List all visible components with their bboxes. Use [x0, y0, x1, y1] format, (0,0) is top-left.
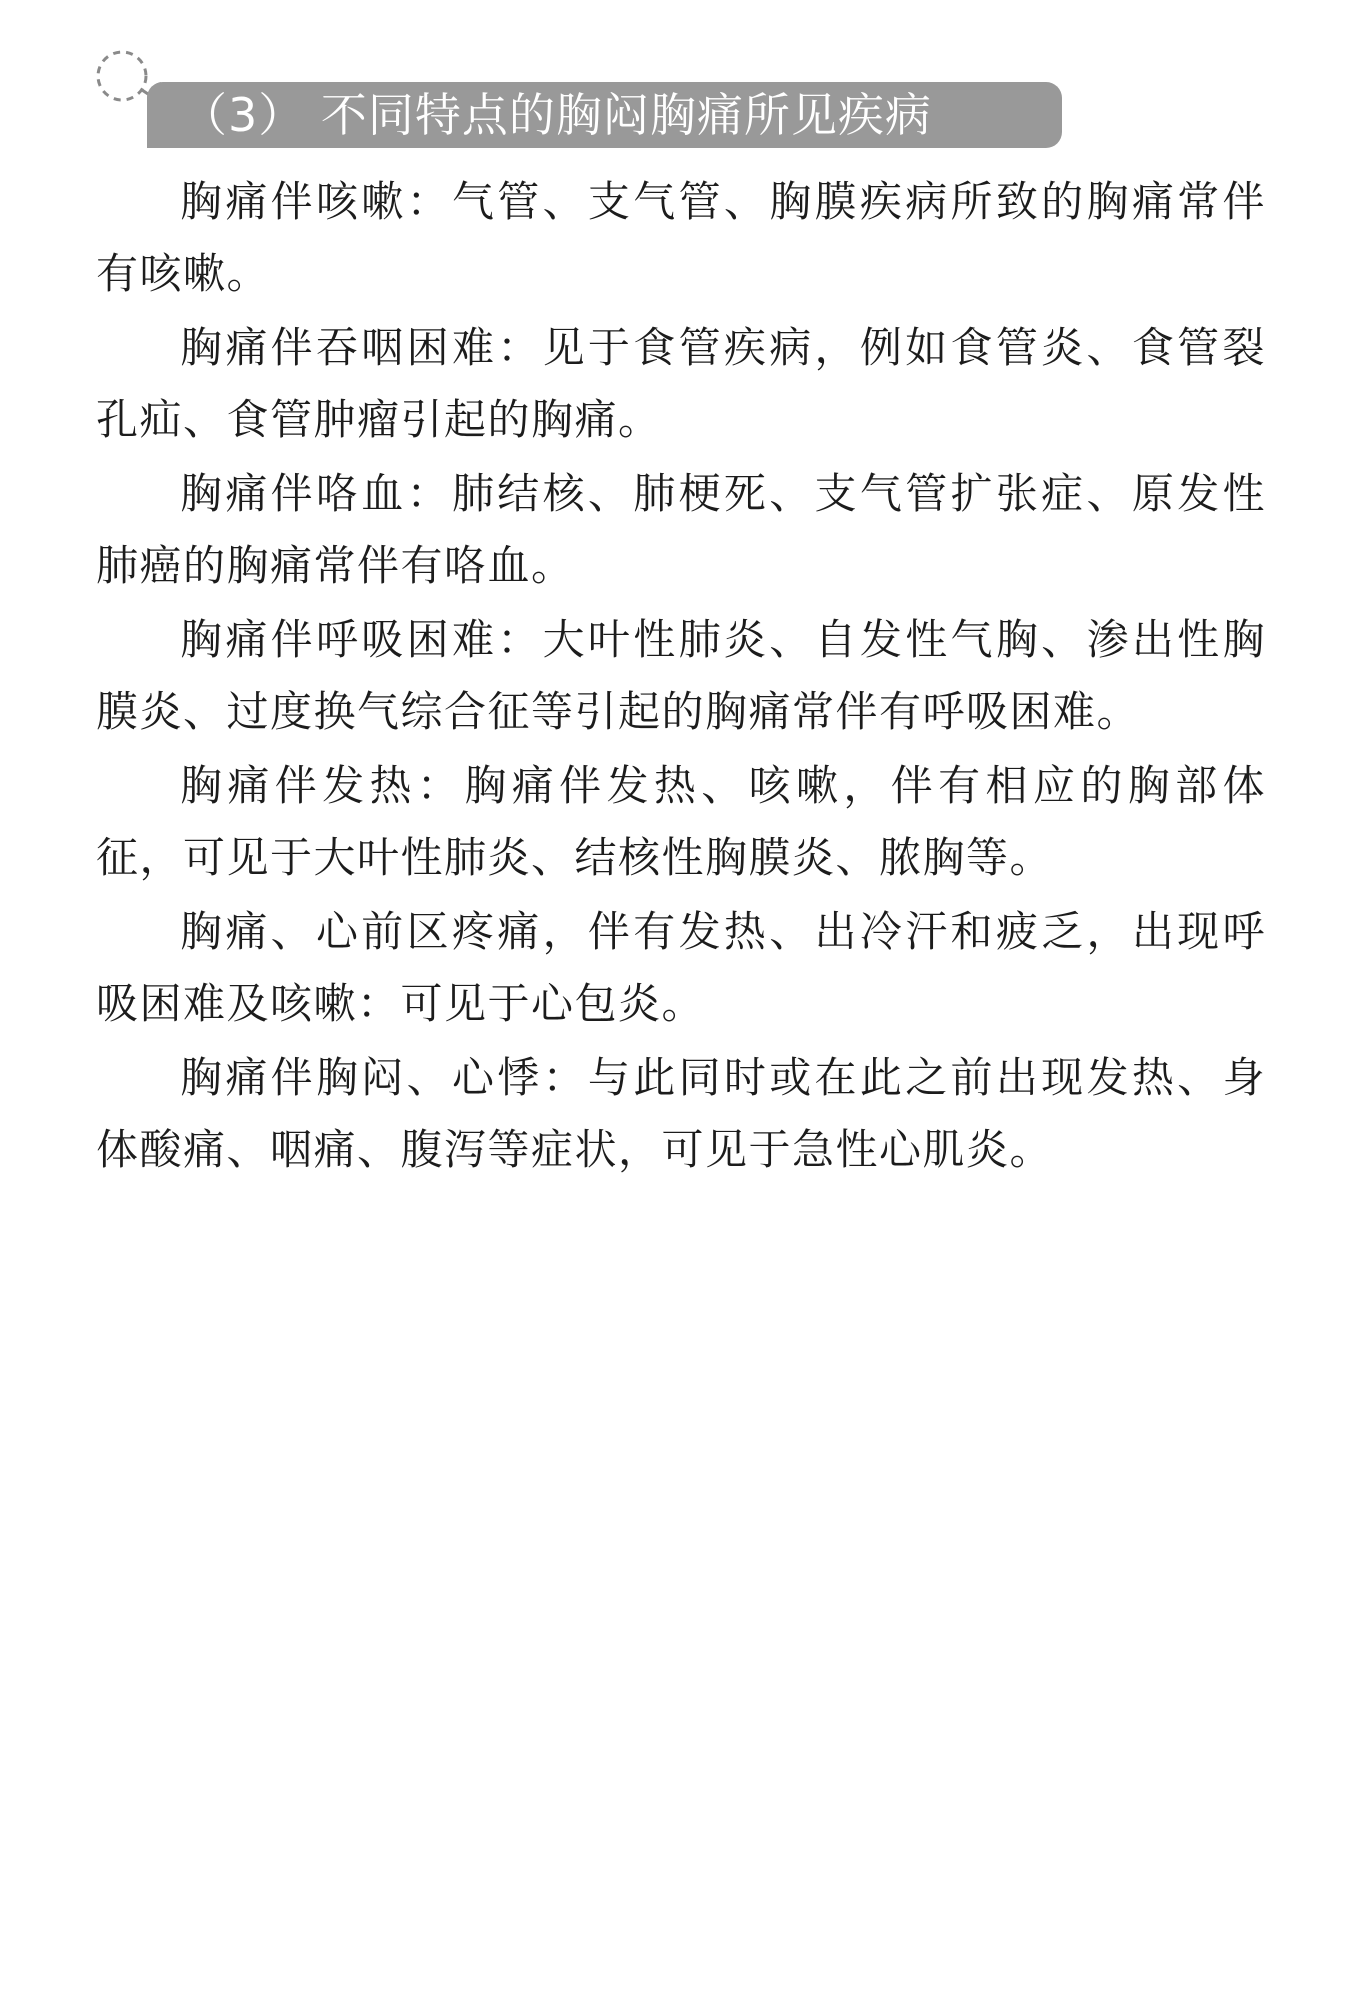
heading-number: （3）	[181, 88, 306, 142]
paragraph-hemoptysis: 胸痛伴咯血：肺结核、肺梗死、支气管扩张症、原发性肺癌的胸痛常伴有咯血。	[96, 469, 1266, 590]
heading-banner	[147, 82, 1062, 148]
paragraph-fever: 胸痛伴发热：胸痛伴发热、咳嗽，伴有相应的胸部体征，可见于大叶性肺炎、结核性胸膜炎、脓胸等。	[96, 761, 1266, 882]
paragraph-myocarditis: 胸痛伴胸闷、心悸：与此同时或在此之前出现发热、身体酸痛、咽痛、腹泻等症状，可见于急性心肌炎。	[96, 1053, 1266, 1174]
heading-title-text: 不同特点的胸闷胸痛所见疾病	[320, 88, 932, 142]
paragraph-pericarditis: 胸痛、心前区疼痛，伴有发热、出冷汗和疲乏，出现呼吸困难及咳嗽：可见于心包炎。	[96, 907, 1266, 1028]
body-content	[96, 166, 1266, 1188]
paragraph-dyspnea: 胸痛伴呼吸困难：大叶性肺炎、自发性气胸、渗出性胸膜炎、过度换气综合征等引起的胸痛常伴有呼吸困难。	[96, 615, 1266, 736]
heading-title	[181, 88, 932, 142]
paragraph-dysphagia: 胸痛伴吞咽困难：见于食管疾病，例如食管炎、食管裂孔疝、食管肿瘤引起的胸痛。	[96, 323, 1266, 444]
section-heading	[92, 40, 1062, 150]
paragraph-cough: 胸痛伴咳嗽：气管、支气管、胸膜疾病所致的胸痛常伴有咳嗽。	[96, 177, 1266, 298]
